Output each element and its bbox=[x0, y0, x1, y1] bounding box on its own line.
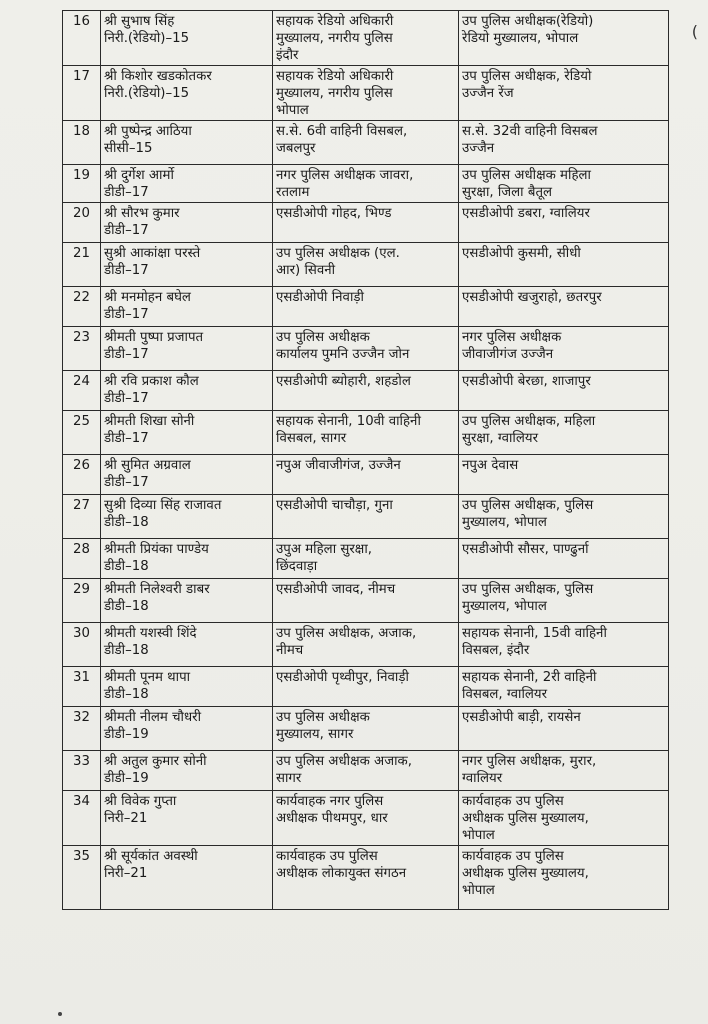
table-row bbox=[63, 539, 669, 579]
cell-line: श्रीमती यशस्वी शिंदे bbox=[104, 626, 197, 641]
cell-line: एसडीओपी निवाड़ी bbox=[276, 290, 364, 305]
table-row bbox=[63, 751, 669, 791]
new-posting-cell bbox=[459, 791, 669, 846]
cell-line: उपुअ महिला सुरक्षा, bbox=[276, 542, 372, 557]
serial-number-cell: 19 bbox=[63, 165, 101, 203]
cell-line: उप पुलिस अधीक्षक, महिला bbox=[462, 414, 596, 429]
cell-line: कार्यालय पुमनि उज्जैन जोन bbox=[276, 347, 410, 362]
serial-number-cell: 22 bbox=[63, 287, 101, 327]
cell-line: सहायक सेनानी, 2री वाहिनी bbox=[462, 670, 597, 685]
table-row bbox=[63, 66, 669, 121]
cell-line: छिंदवाड़ा bbox=[276, 559, 318, 574]
cell-line: डीडी–17 bbox=[104, 185, 149, 200]
cell-line: उप पुलिस अधीक्षक, अजाक, bbox=[276, 626, 417, 641]
new-posting-cell bbox=[459, 203, 669, 243]
current-posting-cell bbox=[273, 846, 459, 910]
cell-line: एसडीओपी डबरा, ग्वालियर bbox=[462, 206, 590, 221]
new-posting-cell bbox=[459, 411, 669, 455]
cell-line: नगर पुलिस अधीक्षक bbox=[462, 330, 562, 345]
cell-line: डीडी–19 bbox=[104, 771, 149, 786]
cell-line: डीडी–17 bbox=[104, 391, 149, 406]
cell-line: सुश्री दिव्या सिंह राजावत bbox=[104, 498, 222, 513]
serial-number-cell: 31 bbox=[63, 667, 101, 707]
current-posting-cell bbox=[273, 667, 459, 707]
cell-line: आर) सिवनी bbox=[276, 263, 336, 278]
officer-name-cell bbox=[101, 495, 273, 539]
current-posting-cell bbox=[273, 791, 459, 846]
table-row bbox=[63, 455, 669, 495]
cell-line: मुख्यालय, भोपाल bbox=[462, 515, 547, 530]
current-posting-cell bbox=[273, 11, 459, 66]
cell-line: अधीक्षक लोकायुक्त संगठन bbox=[276, 866, 407, 881]
cell-line: नीमच bbox=[276, 643, 304, 658]
cell-line: श्रीमती प्रियंका पाण्डेय bbox=[104, 542, 209, 557]
table-row bbox=[63, 623, 669, 667]
serial-number-cell: 26 bbox=[63, 455, 101, 495]
current-posting-cell bbox=[273, 243, 459, 287]
cell-line: डीडी–17 bbox=[104, 347, 149, 362]
serial-number-cell: 27 bbox=[63, 495, 101, 539]
table-row bbox=[63, 371, 669, 411]
cell-line: उज्जैन bbox=[462, 141, 495, 156]
current-posting-cell bbox=[273, 371, 459, 411]
cell-line: सहायक रेडियो अधिकारी bbox=[276, 69, 394, 84]
cell-line: एसडीओपी ब्योहारी, शहडोल bbox=[276, 374, 411, 389]
cell-line: जीवाजीगंज उज्जैन bbox=[462, 347, 554, 362]
cell-line: मुख्यालय, नगरीय पुलिस bbox=[276, 31, 393, 46]
current-posting-cell bbox=[273, 287, 459, 327]
current-posting-cell bbox=[273, 623, 459, 667]
cell-line: स.से. 32वी वाहिनी विसबल bbox=[462, 124, 598, 139]
cell-line: अधीक्षक पीथमपुर, धार bbox=[276, 811, 388, 826]
cell-line: डीडी–18 bbox=[104, 643, 149, 658]
table-row bbox=[63, 165, 669, 203]
cell-line: ग्वालियर bbox=[462, 771, 503, 786]
officer-name-cell bbox=[101, 707, 273, 751]
serial-number-cell: 18 bbox=[63, 121, 101, 165]
cell-line: उप पुलिस अधीक्षक, पुलिस bbox=[462, 498, 594, 513]
cell-line: भोपाल bbox=[462, 883, 495, 898]
new-posting-cell bbox=[459, 11, 669, 66]
cell-line: उप पुलिस अधीक्षक, पुलिस bbox=[462, 582, 594, 597]
cell-line: डीडी–18 bbox=[104, 599, 149, 614]
new-posting-cell bbox=[459, 623, 669, 667]
cell-line: श्री सौरभ कुमार bbox=[104, 206, 180, 221]
cell-line: एसडीओपी खजुराहो, छतरपुर bbox=[462, 290, 602, 305]
cell-line: निरी–21 bbox=[104, 866, 148, 881]
cell-line: उप पुलिस अधीक्षक महिला bbox=[462, 168, 591, 183]
table-row bbox=[63, 495, 669, 539]
cell-line: सीसी–15 bbox=[104, 141, 153, 156]
cell-line: कार्यवाहक उप पुलिस bbox=[462, 794, 564, 809]
cell-line: उज्जैन रेंज bbox=[462, 86, 514, 101]
officer-name-cell bbox=[101, 287, 273, 327]
cell-line: डीडी–18 bbox=[104, 559, 149, 574]
cell-line: श्री रवि प्रकाश कौल bbox=[104, 374, 199, 389]
officer-name-cell bbox=[101, 791, 273, 846]
officer-name-cell bbox=[101, 667, 273, 707]
cell-line: मुख्यालय, भोपाल bbox=[462, 599, 547, 614]
officer-name-cell bbox=[101, 411, 273, 455]
cell-line: डीडी–17 bbox=[104, 307, 149, 322]
current-posting-cell bbox=[273, 751, 459, 791]
officer-name-cell bbox=[101, 203, 273, 243]
cell-line: रतलाम bbox=[276, 185, 310, 200]
cell-line: डीडी–17 bbox=[104, 475, 149, 490]
transfer-table-body bbox=[63, 11, 669, 910]
officer-name-cell bbox=[101, 579, 273, 623]
table-row bbox=[63, 411, 669, 455]
new-posting-cell bbox=[459, 327, 669, 371]
cell-line: डीडी–17 bbox=[104, 263, 149, 278]
table-row bbox=[63, 327, 669, 371]
cell-line: श्री सुभाष सिंह bbox=[104, 14, 175, 29]
cell-line: विसबल, इंदौर bbox=[462, 643, 530, 658]
serial-number-cell: 28 bbox=[63, 539, 101, 579]
serial-number-cell: 24 bbox=[63, 371, 101, 411]
cell-line: मुख्यालय, नगरीय पुलिस bbox=[276, 86, 393, 101]
table-row bbox=[63, 243, 669, 287]
table-row bbox=[63, 579, 669, 623]
new-posting-cell bbox=[459, 667, 669, 707]
new-posting-cell bbox=[459, 66, 669, 121]
cell-line: एसडीओपी सौसर, पाण्ढुर्ना bbox=[462, 542, 589, 557]
cell-line: श्री मनमोहन बघेल bbox=[104, 290, 191, 305]
cell-line: अधीक्षक पुलिस मुख्यालय, bbox=[462, 811, 589, 826]
table-row bbox=[63, 667, 669, 707]
serial-number-cell: 25 bbox=[63, 411, 101, 455]
cell-line: उप पुलिस अधीक्षक(रेडियो) bbox=[462, 14, 594, 29]
current-posting-cell bbox=[273, 579, 459, 623]
new-posting-cell bbox=[459, 243, 669, 287]
current-posting-cell bbox=[273, 203, 459, 243]
serial-number-cell: 32 bbox=[63, 707, 101, 751]
new-posting-cell bbox=[459, 287, 669, 327]
officer-name-cell bbox=[101, 66, 273, 121]
officer-name-cell bbox=[101, 751, 273, 791]
cell-line: विसबल, सागर bbox=[276, 431, 347, 446]
new-posting-cell bbox=[459, 495, 669, 539]
serial-number-cell: 16 bbox=[63, 11, 101, 66]
officer-name-cell bbox=[101, 165, 273, 203]
cell-line: एसडीओपी कुसमी, सीधी bbox=[462, 246, 581, 261]
cell-line: उप पुलिस अधीक्षक bbox=[276, 330, 370, 345]
current-posting-cell bbox=[273, 707, 459, 751]
current-posting-cell bbox=[273, 121, 459, 165]
cell-line: जबलपुर bbox=[276, 141, 316, 156]
transfer-table bbox=[62, 10, 669, 910]
current-posting-cell bbox=[273, 455, 459, 495]
cell-line: सहायक सेनानी, 15वी वाहिनी bbox=[462, 626, 607, 641]
new-posting-cell bbox=[459, 121, 669, 165]
cell-line: उप पुलिस अधीक्षक (एल. bbox=[276, 246, 400, 261]
current-posting-cell bbox=[273, 66, 459, 121]
cell-line: श्री दुर्गेश आर्मो bbox=[104, 168, 174, 183]
serial-number-cell: 23 bbox=[63, 327, 101, 371]
current-posting-cell bbox=[273, 495, 459, 539]
cell-line: उप पुलिस अधीक्षक bbox=[276, 710, 370, 725]
serial-number-cell: 21 bbox=[63, 243, 101, 287]
cell-line: अधीक्षक पुलिस मुख्यालय, bbox=[462, 866, 589, 881]
cell-line: डीडी–18 bbox=[104, 687, 149, 702]
cell-line: नपुअ देवास bbox=[462, 458, 519, 473]
page-corner-mark: ( bbox=[691, 22, 698, 41]
cell-line: मुख्यालय, सागर bbox=[276, 727, 354, 742]
cell-line: कार्यवाहक उप पुलिस bbox=[276, 849, 378, 864]
cell-line: स.से. 6वी वाहिनी विसबल, bbox=[276, 124, 408, 139]
cell-line: श्रीमती पूनम थापा bbox=[104, 670, 191, 685]
cell-line: डीडी–17 bbox=[104, 223, 149, 238]
cell-line: एसडीओपी जावद, नीमच bbox=[276, 582, 396, 597]
table-row bbox=[63, 203, 669, 243]
cell-line: डीडी–18 bbox=[104, 515, 149, 530]
officer-name-cell bbox=[101, 243, 273, 287]
current-posting-cell bbox=[273, 539, 459, 579]
cell-line: कार्यवाहक नगर पुलिस bbox=[276, 794, 384, 809]
officer-name-cell bbox=[101, 623, 273, 667]
new-posting-cell bbox=[459, 846, 669, 910]
table-row bbox=[63, 791, 669, 846]
cell-line: कार्यवाहक उप पुलिस bbox=[462, 849, 564, 864]
cell-line: नपुअ जीवाजीगंज, उज्जैन bbox=[276, 458, 401, 473]
cell-line: सागर bbox=[276, 771, 302, 786]
cell-line: एसडीओपी गोहद, भिण्ड bbox=[276, 206, 392, 221]
officer-name-cell bbox=[101, 539, 273, 579]
serial-number-cell: 33 bbox=[63, 751, 101, 791]
page-dot bbox=[58, 1012, 62, 1016]
cell-line: निरी.(रेडियो)–15 bbox=[104, 31, 190, 46]
new-posting-cell bbox=[459, 707, 669, 751]
current-posting-cell bbox=[273, 411, 459, 455]
current-posting-cell bbox=[273, 327, 459, 371]
cell-line: श्रीमती पुष्पा प्रजापत bbox=[104, 330, 204, 345]
serial-number-cell: 30 bbox=[63, 623, 101, 667]
new-posting-cell bbox=[459, 579, 669, 623]
cell-line: नगर पुलिस अधीक्षक, मुरार, bbox=[462, 754, 597, 769]
cell-line: भोपाल bbox=[276, 103, 309, 118]
cell-line: श्रीमती शिखा सोनी bbox=[104, 414, 195, 429]
cell-line: श्रीमती नीलम चौधरी bbox=[104, 710, 202, 725]
cell-line: श्री सुमित अग्रवाल bbox=[104, 458, 191, 473]
serial-number-cell: 20 bbox=[63, 203, 101, 243]
cell-line: इंदौर bbox=[276, 48, 299, 63]
officer-name-cell bbox=[101, 846, 273, 910]
officer-name-cell bbox=[101, 121, 273, 165]
cell-line: सुश्री आकांक्षा परस्ते bbox=[104, 246, 201, 261]
cell-line: डीडी–17 bbox=[104, 431, 149, 446]
current-posting-cell bbox=[273, 165, 459, 203]
cell-line: उप पुलिस अधीक्षक, रेडियो bbox=[462, 69, 592, 84]
new-posting-cell bbox=[459, 539, 669, 579]
cell-line: रेडियो मुख्यालय, भोपाल bbox=[462, 31, 579, 46]
cell-line: विसबल, ग्वालियर bbox=[462, 687, 548, 702]
cell-line: उप पुलिस अधीक्षक अजाक, bbox=[276, 754, 412, 769]
cell-line: एसडीओपी पृथ्वीपुर, निवाड़ी bbox=[276, 670, 409, 685]
serial-number-cell: 17 bbox=[63, 66, 101, 121]
officer-name-cell bbox=[101, 371, 273, 411]
cell-line: निरी.(रेडियो)–15 bbox=[104, 86, 190, 101]
cell-line: सुरक्षा, जिला बैतूल bbox=[462, 185, 553, 200]
cell-line: श्रीमती निलेश्वरी डाबर bbox=[104, 582, 210, 597]
cell-line: निरी–21 bbox=[104, 811, 148, 826]
officer-name-cell bbox=[101, 455, 273, 495]
serial-number-cell: 35 bbox=[63, 846, 101, 910]
table-row bbox=[63, 11, 669, 66]
cell-line: सहायक सेनानी, 10वी वाहिनी bbox=[276, 414, 421, 429]
officer-name-cell bbox=[101, 327, 273, 371]
cell-line: एसडीओपी चाचौड़ा, गुना bbox=[276, 498, 393, 513]
serial-number-cell: 29 bbox=[63, 579, 101, 623]
table-row bbox=[63, 121, 669, 165]
new-posting-cell bbox=[459, 455, 669, 495]
serial-number-cell: 34 bbox=[63, 791, 101, 846]
cell-line: नगर पुलिस अधीक्षक जावरा, bbox=[276, 168, 414, 183]
cell-line: डीडी–19 bbox=[104, 727, 149, 742]
table-row bbox=[63, 707, 669, 751]
cell-line: श्री पुष्पेन्द्र आठिया bbox=[104, 124, 192, 139]
cell-line: सहायक रेडियो अधिकारी bbox=[276, 14, 394, 29]
table-row bbox=[63, 287, 669, 327]
cell-line: श्री सूर्यकांत अवस्थी bbox=[104, 849, 198, 864]
officer-name-cell bbox=[101, 11, 273, 66]
cell-line: भोपाल bbox=[462, 828, 495, 843]
cell-line: श्री किशोर खडकोतकर bbox=[104, 69, 212, 84]
new-posting-cell bbox=[459, 751, 669, 791]
cell-line: श्री विवेक गुप्ता bbox=[104, 794, 177, 809]
new-posting-cell bbox=[459, 165, 669, 203]
cell-line: श्री अतुल कुमार सोनी bbox=[104, 754, 207, 769]
cell-line: एसडीओपी बेरछा, शाजापुर bbox=[462, 374, 591, 389]
new-posting-cell bbox=[459, 371, 669, 411]
cell-line: सुरक्षा, ग्वालियर bbox=[462, 431, 539, 446]
table-row bbox=[63, 846, 669, 910]
cell-line: एसडीओपी बाड़ी, रायसेन bbox=[462, 710, 581, 725]
